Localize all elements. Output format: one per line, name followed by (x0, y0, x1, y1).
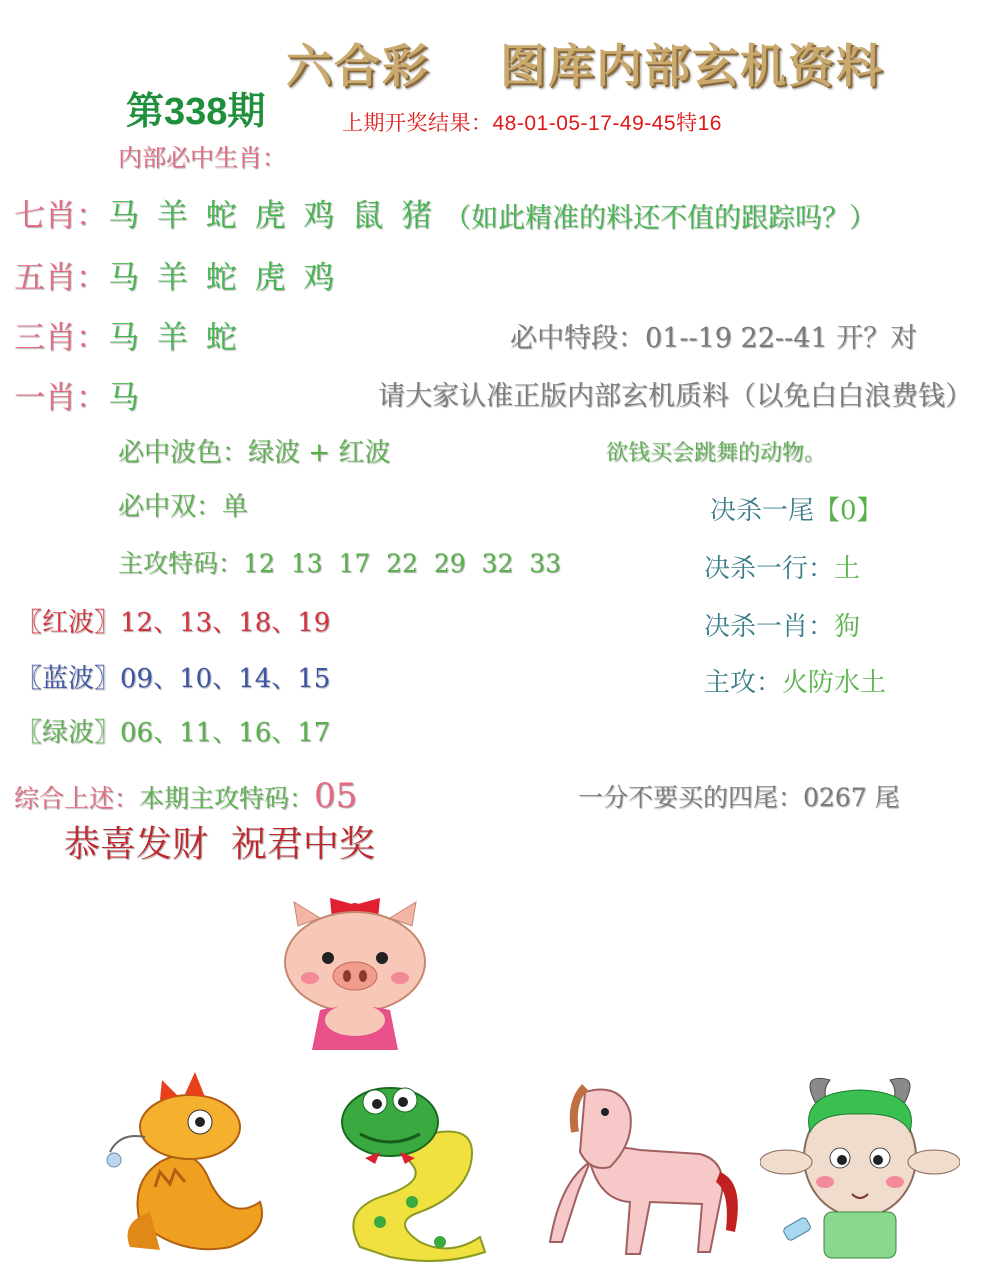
red-wave-value: 12、13、18、19 (120, 608, 331, 638)
blessing: 恭喜发财 祝君中奖 (64, 824, 375, 865)
three-values: 马 羊 蛇 (108, 320, 237, 356)
blue-wave-label: 〖蓝波〗 (16, 664, 121, 694)
snake-icon (320, 1072, 500, 1262)
green-wave (16, 712, 330, 749)
green-wave-label: 〖绿波〗 (16, 718, 121, 748)
genuine-note: 请大家认准正版内部玄机质料（以免白白浪费钱） (378, 381, 972, 412)
seven-note: （如此精准的料还不值的跟踪吗？） (444, 203, 876, 234)
special-segment: 必中特段：01--19 22--41 开？对 (510, 323, 918, 354)
kill-tail-value: 【0】 (814, 496, 883, 526)
pig-icon (280, 898, 440, 1058)
summary-label: 综合上述： (14, 784, 140, 813)
main-codes-label: 主攻特码： (118, 549, 244, 578)
seven-label: 七肖： (14, 198, 107, 234)
goat-icon (760, 1072, 960, 1262)
red-wave (16, 602, 330, 639)
main-codes-value: 12 13 17 22 29 32 33 (243, 549, 562, 578)
odd-even-label: 必中双： (118, 492, 223, 522)
one-label: 一肖： (14, 380, 107, 416)
last-result: 上期开奖结果：48-01-05-17-49-45特16 (342, 112, 722, 135)
title-right: 图库内部玄机资料 (500, 39, 884, 93)
odd-even (118, 486, 248, 523)
summary-code: 05 (314, 776, 358, 816)
wave-color (118, 432, 390, 469)
four-tails: 一分不要买的四尾：0267 尾 (578, 783, 900, 812)
three-label: 三肖： (14, 320, 107, 356)
riddle: 欲钱买会跳舞的动物。 (606, 441, 827, 466)
kill-tail (710, 490, 883, 527)
kill-zodiac-value: 狗 (834, 612, 861, 642)
summary (14, 776, 357, 816)
green-wave-value: 06、11、16、17 (120, 718, 331, 748)
issue-number: 第338期 (126, 91, 266, 133)
odd-even-value: 单 (222, 492, 249, 522)
kill-zodiac (704, 606, 860, 643)
title-left: 六合彩 (286, 39, 430, 93)
one-values: 马 (108, 380, 139, 416)
dragon-icon (100, 1072, 280, 1262)
wave-label: 必中波色： (118, 438, 249, 468)
five-label: 五肖： (14, 260, 107, 296)
main-attack-value: 火防水土 (782, 668, 887, 698)
kill-element (704, 548, 860, 585)
kill-zodiac-label: 决杀一肖： (704, 612, 835, 642)
main-codes (118, 544, 561, 580)
main-attack (704, 662, 886, 699)
kill-element-value: 土 (834, 554, 861, 584)
seven-values: 马 羊 蛇 虎 鸡 鼠 猪 (108, 198, 433, 234)
blue-wave-value: 09、10、14、15 (120, 664, 331, 694)
five-values: 马 羊 蛇 虎 鸡 (108, 260, 335, 296)
main-attack-label: 主攻： (704, 668, 783, 698)
kill-tail-label: 决杀一尾 (710, 496, 815, 526)
section-title: 内部必中生肖： (118, 144, 286, 172)
kill-element-label: 决杀一行： (704, 554, 835, 584)
summary-text: 本期主攻特码： (139, 784, 315, 813)
blue-wave (16, 658, 330, 695)
red-wave-label: 〖红波〗 (16, 608, 121, 638)
horse-icon (530, 1072, 740, 1262)
wave-value: 绿波 + 红波 (248, 438, 391, 468)
